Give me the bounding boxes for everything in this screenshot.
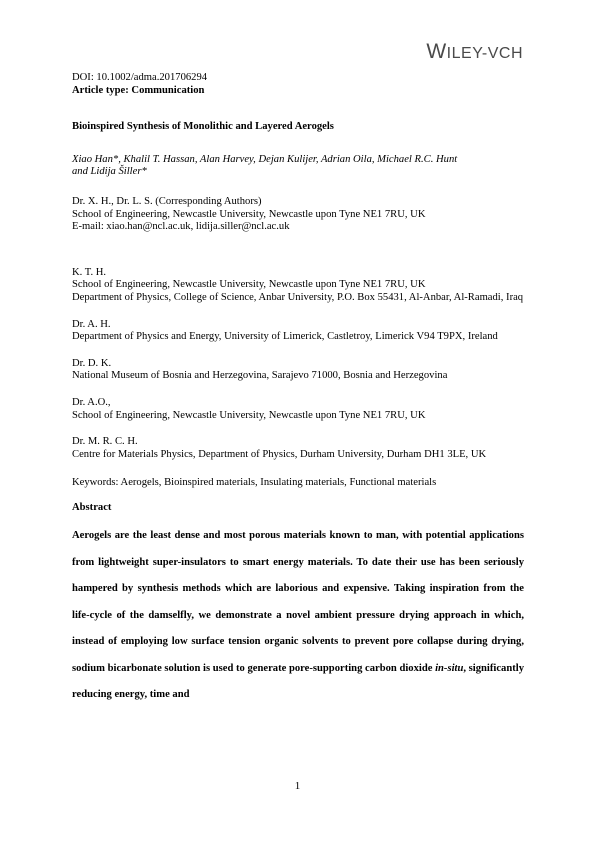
article-type: Article type: Communication — [72, 84, 205, 96]
page-number: 1 — [294, 780, 301, 792]
affiliation-block-corresponding: Dr. X. H., Dr. L. S. (Corresponding Authors) School of Engineering, Newcastle University, Newcastle upon Tyne NE1 7RU, UK E-mail: xiao.han@ncl.ac.uk, lidija.siller@ncl.ac.uk — [72, 195, 426, 233]
affiliation-block-dk: Dr. D. K. National Museum of Bosnia and Herzegovina, Sarajevo 71000, Bosnia and Herzegovina — [72, 357, 448, 382]
abstract-heading: Abstract — [72, 501, 112, 513]
abstract-body: Aerogels are the least dense and most porous materials known to man, with potential applications from lightweight super-insulators to smart energy materials. To date their use has been seriously hampered by synthesis methods which are laborious and expensive. Taking inspiration from the life-cycle of the damselfly, we demonstrate a novel ambient pressure drying approach in which, instead of employing low surface tension organic solvents to prevent pore collapse during drying, sodium bicarbonate solution is used to generate pore-supporting carbon dioxide in-situ, significantly reducing energy, time and — [72, 530, 524, 700]
author-list: Xiao Han*, Khalil T. Hassan, Alan Harvey, Dejan Kulijer, Adrian Oila, Michael R.C. Hunt and Lidija Šiller* — [72, 153, 458, 178]
affiliation-block-kth: K. T. H. School of Engineering, Newcastle University, Newcastle upon Tyne NE1 7RU, UK Department of Physics, College of Science, Anbar University, P.O. Box 55431, Al-Anbar, Al-Ramadi, Iraq — [72, 266, 524, 303]
affiliation-block-mrch: Dr. M. R. C. H. Centre for Materials Physics, Department of Physics, Durham University, Durham DH1 3LE, UK — [72, 436, 487, 460]
affiliation-block-ah: Dr. A. H. Department of Physics and Energy, University of Limerick, Castletroy, Limerick V94 T9PX, Ireland — [72, 318, 498, 343]
paper-title: Bioinspired Synthesis of Monolithic and Layered Aerogels — [72, 121, 334, 133]
paper-content — [72, 72, 524, 708]
keywords: Keywords: Aerogels, Bioinspired materials, Insulating materials, Functional materials — [72, 477, 437, 489]
doi: DOI: 10.1002/adma.201706294 — [72, 72, 208, 83]
affiliation-block-ao: Dr. A.O., School of Engineering, Newcastle University, Newcastle upon Tyne NE1 7RU, UK — [72, 396, 426, 421]
publisher-logo: WILEY-VCH — [426, 40, 523, 63]
